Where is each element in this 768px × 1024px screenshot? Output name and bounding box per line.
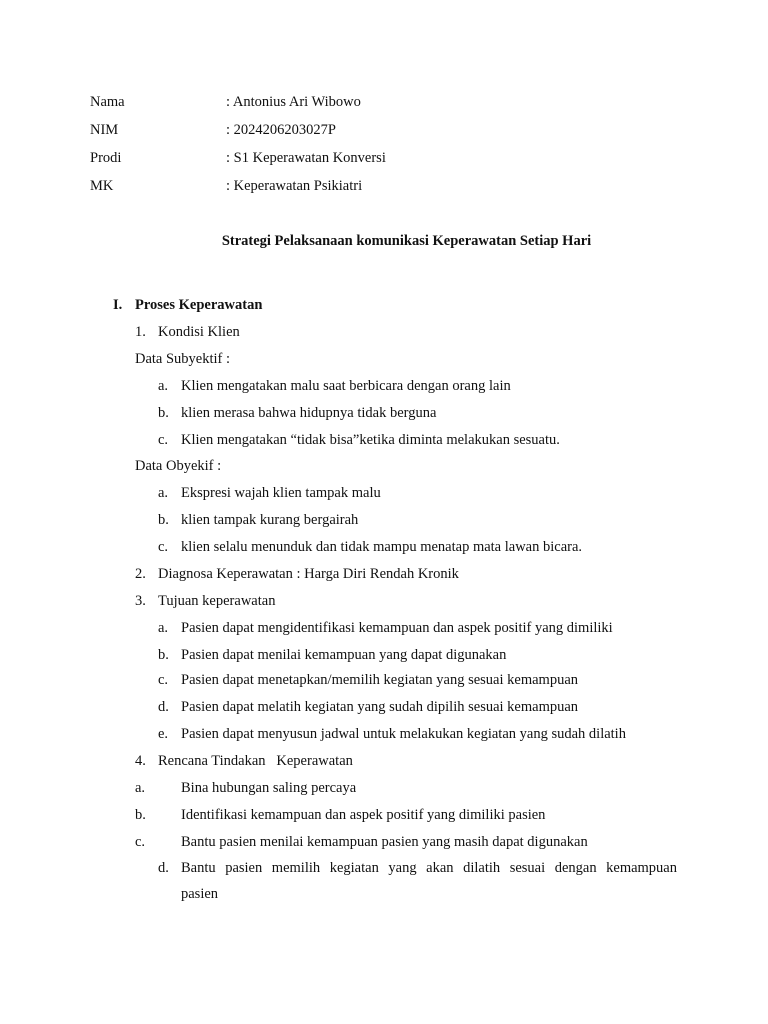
objective-marker-b: b. [158, 512, 169, 528]
subjective-marker-c: c. [158, 432, 169, 448]
header-label-nama: Nama [90, 94, 125, 110]
goal-item-d: Pasien dapat melatih kegiatan yang sudah dipilih sesuai kemampuan [181, 699, 579, 715]
header-value-prodi: : S1 Keperawatan Konversi [226, 150, 386, 166]
plan-item-b: Identifikasi kemampuan dan aspek positif yang dimiliki pasien [181, 807, 546, 823]
plan-item-c: Bantu pasien menilai kemampuan pasien yang masih dapat digunakan [181, 834, 588, 850]
goal-item-e: Pasien dapat menyusun jadwal untuk melakukan kegiatan yang sudah dilatih [181, 726, 626, 742]
goal-marker-b: b. [158, 647, 169, 663]
item2-marker: 2. [135, 566, 146, 582]
goal-marker-d: d. [158, 699, 169, 715]
header-value-nim: : 2024206203027P [226, 122, 336, 138]
section-heading: Proses Keperawatan [135, 297, 263, 313]
subjective-marker-b: b. [158, 405, 169, 421]
item3-label: Tujuan keperawatan [158, 593, 276, 609]
goal-marker-c: c. [158, 672, 169, 688]
objective-item-a: Ekspresi wajah klien tampak malu [181, 485, 381, 501]
objective-marker-a: a. [158, 485, 169, 501]
item4-marker: 4. [135, 753, 146, 769]
plan-marker-d: d. [158, 860, 169, 876]
objective-item-b: klien tampak kurang bergairah [181, 512, 359, 528]
item1-label: Kondisi Klien [158, 324, 240, 340]
header-value-nama: : Antonius Ari Wibowo [226, 94, 361, 110]
goal-item-a: Pasien dapat mengidentifikasi kemampuan dan aspek positif yang dimiliki [181, 620, 613, 636]
item4-label: Rencana Tindakan Keperawatan [158, 753, 353, 769]
subjective-marker-a: a. [158, 378, 169, 394]
plan-marker-a: a. [135, 780, 146, 796]
goal-marker-a: a. [158, 620, 169, 636]
subjective-item-b: klien merasa bahwa hidupnya tidak berguna [181, 405, 437, 421]
goal-marker-e: e. [158, 726, 169, 742]
subjective-item-a: Klien mengatakan malu saat berbicara dengan orang lain [181, 378, 511, 394]
subjective-heading: Data Subyektif : [135, 351, 231, 367]
item1-marker: 1. [135, 324, 146, 340]
header-label-prodi: Prodi [90, 150, 122, 166]
item2-label: Diagnosa Keperawatan : Harga Diri Rendah Kronik [158, 566, 459, 582]
plan-item-d-continuation: pasien [181, 886, 219, 902]
objective-heading: Data Obyekif : [135, 458, 222, 474]
section-numeral: I. [113, 297, 123, 313]
objective-marker-c: c. [158, 539, 169, 555]
objective-item-c: klien selalu menunduk dan tidak mampu menatap mata lawan bicara. [181, 539, 583, 555]
plan-item-d: Bantu pasien memilih kegiatan yang akan dilatih sesuai dengan kemampuan [181, 860, 677, 876]
item3-marker: 3. [135, 593, 146, 609]
header-label-mk: MK [90, 178, 114, 194]
plan-marker-c: c. [135, 834, 146, 850]
header-value-mk: : Keperawatan Psikiatri [226, 178, 363, 194]
header-label-nim: NIM [90, 122, 119, 138]
subjective-item-c: Klien mengatakan “tidak bisa”ketika diminta melakukan sesuatu. [181, 432, 560, 448]
goal-item-c: Pasien dapat menetapkan/memilih kegiatan yang sesuai kemampuan [181, 672, 579, 688]
document-title: Strategi Pelaksanaan komunikasi Keperawatan Setiap Hari [221, 233, 592, 249]
plan-marker-b: b. [135, 807, 146, 823]
plan-item-a: Bina hubungan saling percaya [181, 780, 357, 796]
goal-item-b: Pasien dapat menilai kemampuan yang dapat digunakan [181, 647, 507, 663]
